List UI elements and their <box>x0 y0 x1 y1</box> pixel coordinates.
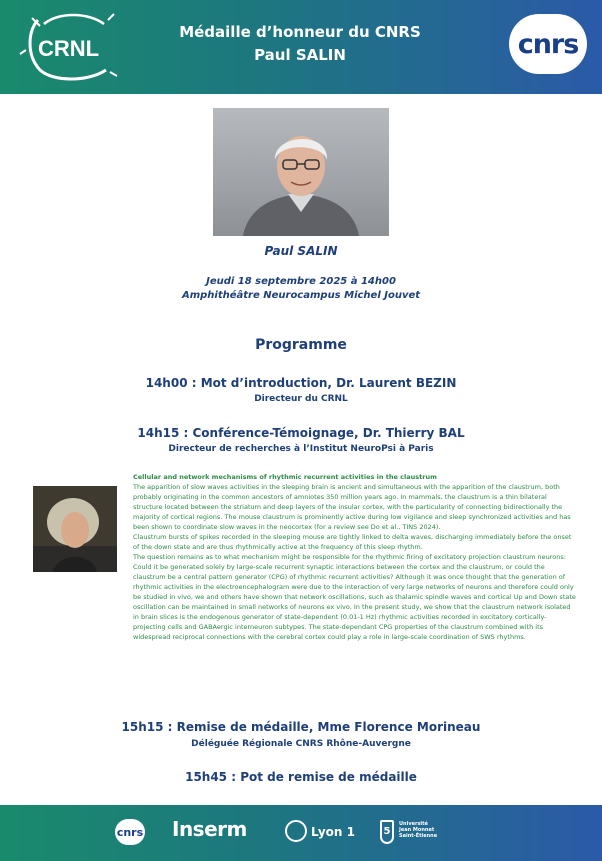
abstract-paragraph: The question remains as to what mechanism might be responsible for the rhythmic firing of excitatory projection claustrum neurons: Could it be generated solely by large-scale recurrent synaptic interactions between the cortex and the claustrum, or could the claustrum be a central pattern generator (CPG) of rhythmic recurrent activities? Although it was once thought that the generation of rhythmic activities in the electroencephalogram were due to the interaction of very large networks of neurons and therefore could only be studied in vivo, we and others have shown that network oscillations, such as thalamic spindle waves and cortical Up and Down state oscillation can be maintained in small networks of neurons ex vivo. In the present study, we show that the claustrum network isolated in brain slices is the endogenous generator of state-dependent (0.01-1 Hz) rhythmic activities recorded in excitatory cortically-projecting cells and GABAergic interneuron subtypes. The state-dependant CPG properties of the claustrum combined with its widespread reciprocal connections with the cerebral cortex could play a role in large-scale coordination of SWS rhythms. <box>133 553 576 641</box>
footer-lyon1-logo: Lyon 1 <box>311 825 355 839</box>
footer-banner <box>0 805 602 861</box>
footer-ujm-logo <box>399 821 437 839</box>
programme-item-title: 15h45 : Pot de remise de médaille <box>185 770 417 784</box>
programme-item-title: 14h15 : Conférence-Témoignage, Dr. Thierry BAL <box>137 426 465 440</box>
crnl-logo <box>18 10 122 84</box>
abstract-title: Cellular and network mechanisms of rhythmic recurrent activities in the claustrum <box>133 473 437 481</box>
event-date: Jeudi 18 septembre 2025 à 14h00 <box>206 276 396 287</box>
title-line-2: Paul SALIN <box>254 46 346 64</box>
abstract-paragraph: The apparition of slow waves activities in the sleeping brain is ancient and simultaneous with the apparition of the claustrum, both probably originating in the common ancestors of amniotes 350 million years ago. In mammals, the claustrum is a thin bilateral structure located between the striatum and deep layers of the insular cortex, with the particularity of connecting bidirectionally the majority of cortical regions. The mouse claustrum is prominently active during low vigilance and sleep synchronized activities and has been shown to coordinate slow waves in the neocortex (for a review see Do et al., TINS 2024). <box>133 483 571 531</box>
abstract-paragraph: Claustrum bursts of spikes recorded in the sleeping mouse are tightly linked to delta waves, discharging immediately before the onset of the down state and are thus rhythmically active at the frequency of this sleep rhythm. <box>133 533 572 551</box>
page-title <box>150 21 450 67</box>
cnrs-logo-text: cnrs <box>517 28 579 60</box>
programme-heading: Programme <box>255 337 347 353</box>
crnl-logo-text: CRNL <box>38 36 100 61</box>
abstract <box>133 472 578 642</box>
programme-item-subtitle: Directeur du CRNL <box>254 394 348 404</box>
footer-cnrs-text: cnrs <box>116 825 144 839</box>
speaker-photo <box>33 486 117 572</box>
programme-item-subtitle: Directeur de recherches à l’Institut NeuroPsi à Paris <box>168 444 434 454</box>
programme-item-subtitle: Déléguée Régionale CNRS Rhône-Auvergne <box>191 739 411 749</box>
ujm-shield-icon: 5 <box>380 820 394 844</box>
event-venue: Amphithéâtre Neurocampus Michel Jouvet <box>181 290 421 301</box>
footer-cnrs-logo <box>115 819 145 845</box>
cnrs-logo <box>509 14 587 74</box>
header-banner <box>0 0 602 94</box>
programme-item-title: 14h00 : Mot d’introduction, Dr. Laurent BEZIN <box>145 376 457 390</box>
programme-item-title: 15h15 : Remise de médaille, Mme Florence Morineau <box>121 720 481 734</box>
lyon1-icon <box>285 820 307 842</box>
ujm-line: Saint-Étienne <box>399 833 438 839</box>
honoree-name: Paul SALIN <box>264 244 338 258</box>
title-line-1: Médaille d’honneur du CNRS <box>179 23 421 41</box>
ujm-line: Université <box>399 821 428 827</box>
honoree-photo <box>213 108 389 236</box>
ujm-line: Jean Monnet <box>399 827 435 833</box>
footer-inserm-logo: Inserm <box>172 817 247 841</box>
